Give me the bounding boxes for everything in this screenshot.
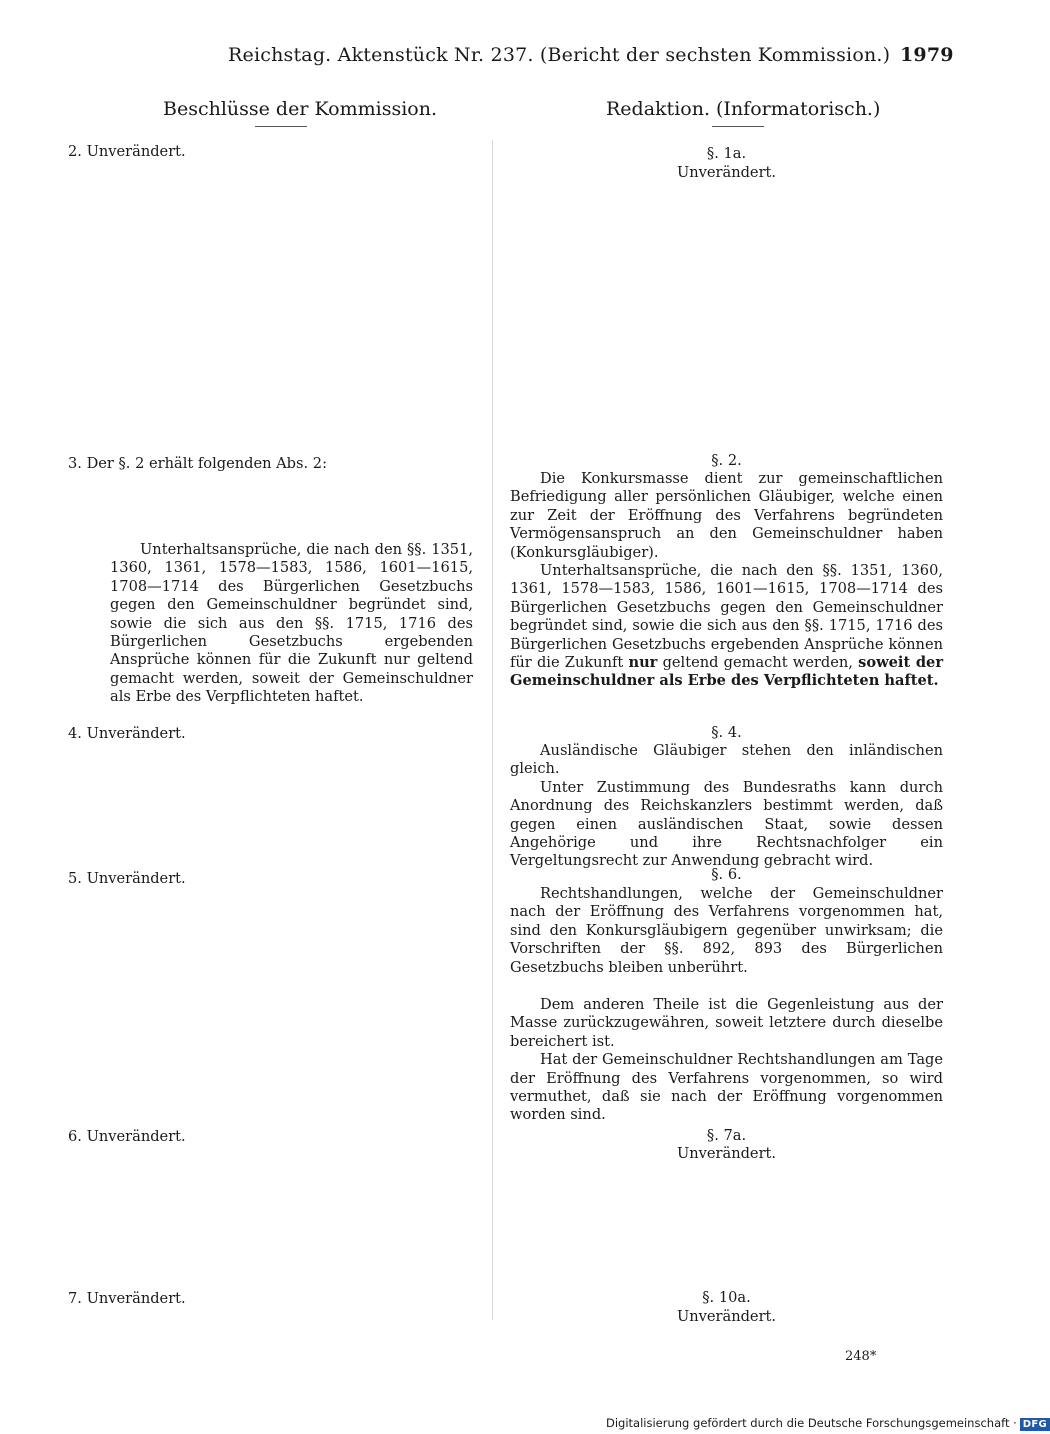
left-item-3-text — [110, 541, 473, 707]
section-6-heading: §. 6. — [711, 866, 742, 883]
section-1a-text: Unverändert. — [676, 164, 777, 181]
section-2-emphasis-clause: soweit der Gemeinschuldner als Erbe des Verpflichteten haftet. — [510, 654, 944, 690]
right-title-rule — [712, 126, 764, 127]
footer-text: Digitalisierung gefördert durch die Deutsche Forschungsgemeinschaft · — [606, 1416, 1017, 1430]
left-title-rule — [255, 126, 307, 127]
left-item-2: 2. Unverändert. — [68, 143, 186, 160]
section-2-paragraph-2-text: Unterhaltsansprüche, die nach den §§. 1351, 1360, 1361, 1578—1583, 1586, 1601—1615, 1708—1714 des Bürgerlichen Gesetzbuchs gegen den Gemeinschuldner begründet sind, sowie die sich aus den §§. 1715, 1716 des Bürgerlichen Gesetzbuchs ergebenden Ansprüche können für die Zukunft — [510, 562, 943, 672]
dfg-logo: DFG — [1020, 1418, 1050, 1431]
left-item-7: 7. Unverändert. — [68, 1290, 186, 1307]
section-2-paragraph-1: Die Konkursmasse dient zur gemeinschaftlichen Befriedigung aller persönlichen Gläubiger, welche einen zur Zeit der Eröffnung des Verfahrens begründeten Vermögensanspruch an den Gemeinschuldner haben (Konkursgläubiger). — [510, 470, 943, 561]
page-number: 1979 — [900, 44, 954, 66]
section-2-heading: §. 2. — [711, 452, 742, 469]
section-4-body — [510, 742, 943, 871]
left-column-title: Beschlüsse der Kommission. — [163, 98, 437, 120]
section-2-emphasis-nur: nur — [628, 654, 658, 672]
column-divider — [492, 140, 493, 1320]
section-4-heading: §. 4. — [711, 724, 742, 741]
section-6-paragraph-1: Rechtshandlungen, welche der Gemeinschuldner nach der Eröffnung des Verfahrens vorgenommen hat, sind den Konkursgläubigern gegenüber unwirksam; die Vorschriften der §§. 892, 893 des Bürgerlichen Gesetzbuchs bleiben unberührt. — [510, 885, 943, 976]
section-10a-heading: §. 10a. — [702, 1289, 751, 1306]
left-item-6: 6. Unverändert. — [68, 1128, 186, 1145]
left-item-3: 3. Der §. 2 erhält folgenden Abs. 2: — [68, 455, 327, 472]
left-item-3-paragraph: Unterhaltsansprüche, die nach den §§. 1351, 1360, 1361, 1578—1583, 1586, 1601—1615, 1708—1714 des Bürgerlichen Gesetzbuchs gegen den Gemeinschuldner begründet sind, sowie die sich aus den §§. 1715, 1716 des Bürgerlichen Gesetzbuchs ergebenden Ansprüche können für die Zukunft nur geltend gemacht werden, soweit der Gemeinschuldner als Erbe des Verpflichteten haftet. — [110, 541, 473, 706]
section-6-body-cont — [510, 996, 943, 1125]
running-title: Reichstag. Aktenstück Nr. 237. (Bericht der sechsten Kommission.) — [228, 44, 891, 66]
section-6-body — [510, 885, 943, 977]
section-2-paragraph-2 — [510, 562, 943, 691]
left-item-5: 5. Unverändert. — [68, 870, 186, 887]
section-7a-heading: §. 7a. — [706, 1127, 747, 1144]
section-7a-text: Unverändert. — [676, 1145, 777, 1162]
section-2-body — [510, 470, 943, 691]
section-10a-text: Unverändert. — [676, 1308, 777, 1325]
section-2-paragraph-2-mid: geltend gemacht werden, — [662, 654, 853, 672]
section-1a-heading: §. 1a. — [706, 145, 747, 162]
right-column-title: Redaktion. (Informatorisch.) — [606, 98, 881, 120]
section-6-paragraph-3: Hat der Gemeinschuldner Rechtshandlungen am Tage der Eröffnung des Verfahrens vorgenommen, so wird vermuthet, daß sie nach der Eröffnung vorgenommen worden sind. — [510, 1051, 943, 1124]
digitization-footer — [606, 1416, 1050, 1431]
section-4-paragraph-2: Unter Zustimmung des Bundesraths kann durch Anordnung des Reichskanzlers bestimmt werden, daß gegen einen ausländischen Staat, sowie dessen Angehörige und ihre Rechtsnachfolger ein Vergeltungsrecht zur Anwendung gebracht wird. — [510, 778, 943, 870]
section-6-paragraph-2: Dem anderen Theile ist die Gegenleistung aus der Masse zurückzugewähren, soweit letztere durch dieselbe bereichert ist. — [510, 996, 943, 1050]
printer-signature: 248* — [845, 1349, 877, 1364]
left-item-4: 4. Unverändert. — [68, 725, 186, 742]
section-4-paragraph-1: Ausländische Gläubiger stehen den inländischen gleich. — [510, 742, 943, 778]
